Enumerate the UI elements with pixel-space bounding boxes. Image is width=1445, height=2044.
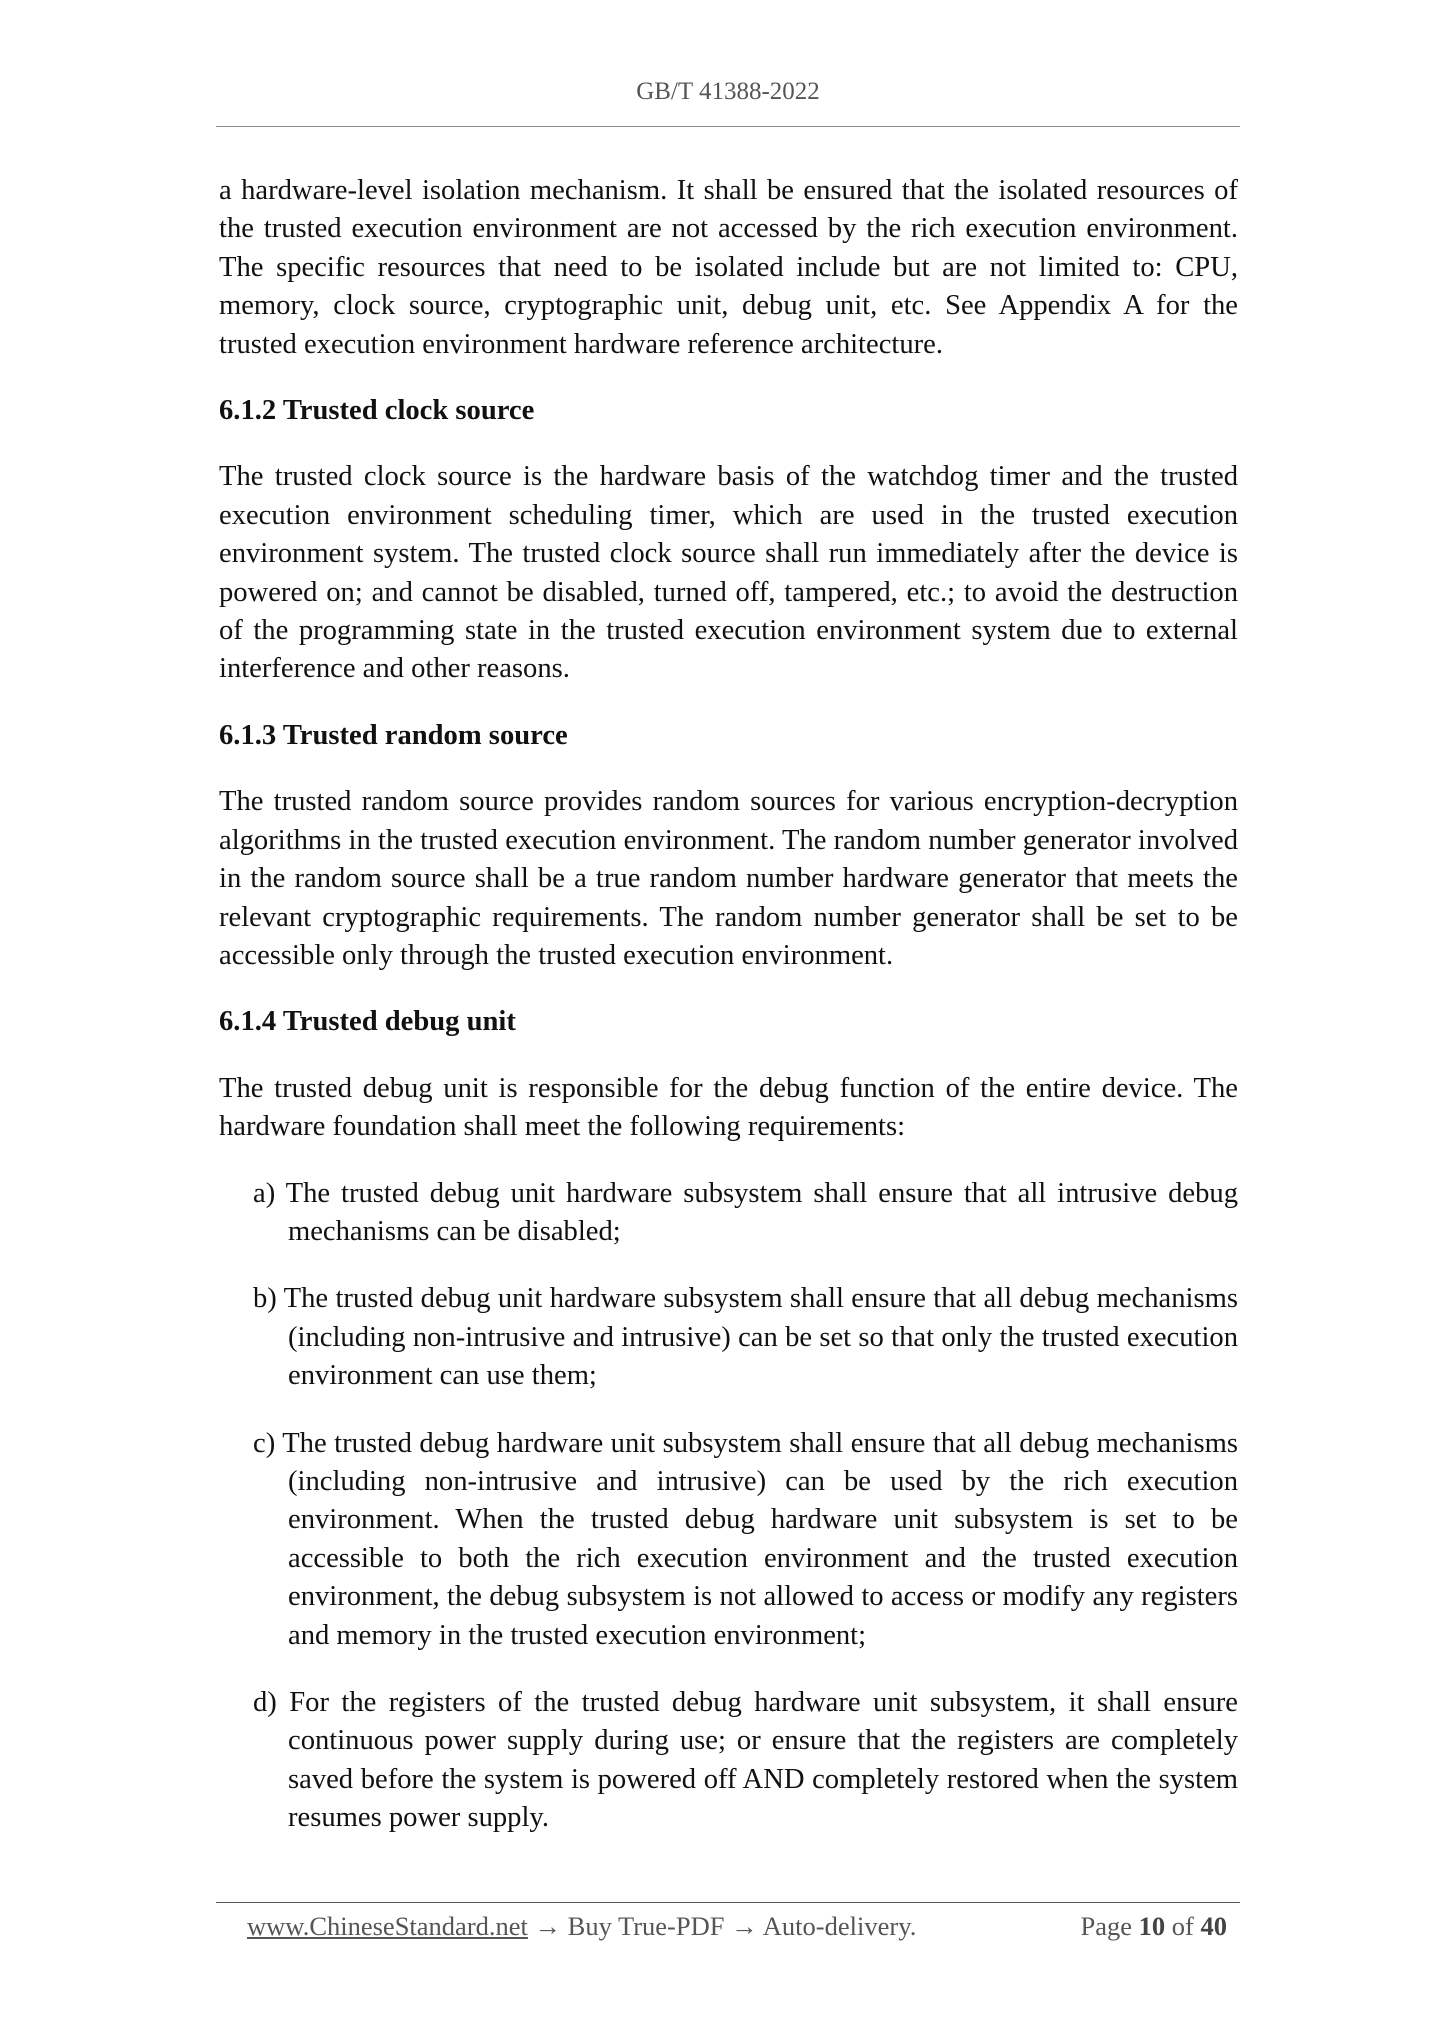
- page-content: [219, 172, 1238, 1867]
- section-text-6-1-2: The trusted clock source is the hardware basis of the watchdog timer and the trusted execution environment scheduling timer, which are used in the trusted execution environment system. The trusted clock source shall run immediately after the device is powered on; and cannot be disabled, turned off, tampered, etc.; to avoid the destruction of the programming state in the trusted execution environment system due to external interference and other reasons.: [219, 461, 1238, 685]
- section-text-6-1-4: The trusted debug unit is responsible for the debug function of the entire device. The hardware foundation shall meet the following requirements:: [219, 1072, 1238, 1143]
- requirement-item-a: [253, 1175, 1238, 1252]
- header-divider: [216, 126, 1240, 127]
- section-text-6-1-3: The trusted random source provides random sources for various encryption-decryption algorithms in the trusted execution environment. The random number generator involved in the random source shall be a true random number hardware generator that meets the relevant cryptographic requirements. The random number generator shall be set to be accessible only through the trusted execution environment.: [219, 786, 1238, 971]
- list-item-text: The trusted debug unit hardware subsystem shall ensure that all debug mechanisms (including non-intrusive and intrusive) can be set so that only the trusted execution environment can use them;: [283, 1283, 1238, 1392]
- document-header: [216, 78, 1240, 106]
- of-label: of: [1171, 1911, 1194, 1941]
- list-marker: a): [253, 1177, 276, 1209]
- list-item-text: The trusted debug hardware unit subsystem shall ensure that all debug mechanisms (including non-intrusive and intrusive) can be used by the rich execution environment. When the trusted debug hardware unit subsystem is set to be accessible to both the rich execution environment and the trusted execution environment, the debug subsystem is not allowed to access or modify any registers and memory in the trusted execution environment;: [282, 1427, 1238, 1651]
- page-number-indicator: [1081, 1906, 1227, 1946]
- site-link[interactable]: www.ChineseStandard.net: [247, 1911, 528, 1941]
- list-marker: c): [253, 1427, 276, 1459]
- arrow-right-icon: →: [534, 1911, 562, 1941]
- list-marker: d): [253, 1687, 277, 1718]
- section-heading-6-1-4: 6.1.4 Trusted debug unit: [219, 1006, 516, 1038]
- section-heading-6-1-3: 6.1.3 Trusted random source: [219, 719, 568, 751]
- requirement-item-c: [253, 1425, 1238, 1655]
- current-page-number: 10: [1138, 1911, 1166, 1941]
- footer-divider: [216, 1902, 1240, 1903]
- document-id: GB/T 41388-2022: [636, 78, 820, 105]
- list-item-text: The trusted debug unit hardware subsystem shall ensure that all intrusive debug mechanisms can be disabled;: [285, 1177, 1239, 1247]
- section-heading-6-1-2: 6.1.2 Trusted clock source: [219, 395, 535, 427]
- buy-true-pdf-text: Buy True-PDF: [567, 1911, 725, 1941]
- auto-delivery-text: Auto-delivery.: [762, 1911, 917, 1941]
- requirement-item-b: [253, 1280, 1238, 1395]
- arrow-right-icon: →: [731, 1911, 758, 1941]
- requirement-item-d: [253, 1684, 1238, 1838]
- total-page-count: 40: [1200, 1911, 1227, 1941]
- list-marker: b): [253, 1283, 277, 1315]
- footer-promo: [247, 1906, 916, 1946]
- intro-paragraph: a hardware-level isolation mechanism. It shall be ensured that the isolated resources of the trusted execution environment are not accessed by the rich execution environment. The specific resources that need to be isolated include but are not limited to: CPU, memory, clock source, cryptographic unit, debug unit, etc. See Appendix A for the trusted execution environment hardware reference architecture.: [219, 175, 1238, 360]
- list-item-text: For the registers of the trusted debug hardware unit subsystem, it shall ensure continuous power supply during use; or ensure that the registers are completely saved before the system is powered off AND completely restored when the system resumes power supply.: [288, 1687, 1238, 1834]
- page-label: Page: [1080, 1911, 1133, 1941]
- page-footer: [247, 1906, 1235, 1946]
